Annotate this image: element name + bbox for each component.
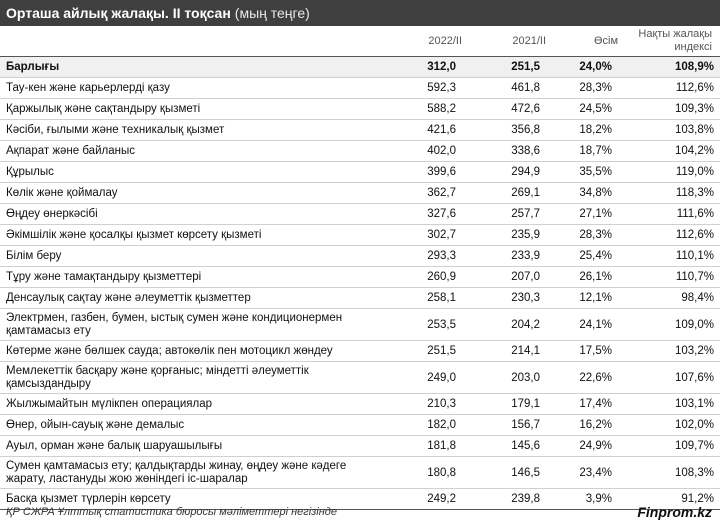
value-2022: 592,3 [380, 78, 462, 99]
wage-table [0, 56, 720, 510]
value-2021: 338,6 [462, 141, 546, 162]
row-label: Өнер, ойын-сауық және демалыс [0, 415, 380, 436]
real-wage-index-value: 103,1% [618, 394, 720, 415]
table-row [0, 141, 720, 162]
column-header-real-wage-index: Нақты жалақы индексі [638, 28, 712, 53]
row-label: Тұру және тамақтандыру қызметтері [0, 267, 380, 288]
real-wage-index-value: 104,2% [618, 141, 720, 162]
row-label: Тау-кен және карьерлерді қазу [0, 78, 380, 99]
value-2022: 253,5 [380, 309, 462, 341]
row-label: Ақпарат және байланыс [0, 141, 380, 162]
column-header-growth: Өсім [593, 34, 618, 47]
table-row [0, 436, 720, 457]
table-row [0, 204, 720, 225]
real-wage-index-value: 98,4% [618, 288, 720, 309]
column-header-2021: 2021/II [512, 34, 546, 47]
value-2021: 207,0 [462, 267, 546, 288]
table-row [0, 288, 720, 309]
value-2022: 180,8 [380, 457, 462, 489]
row-label: Жылжымайтын мүлікпен операциялар [0, 394, 380, 415]
row-label: Ауыл, орман және балық шаруашылығы [0, 436, 380, 457]
real-wage-index-value: 118,3% [618, 183, 720, 204]
value-2021: 145,6 [462, 436, 546, 457]
table-title: Орташа айлық жалақы. II тоқсан [6, 5, 231, 21]
real-wage-index-value: 103,2% [618, 341, 720, 362]
growth-value: 3,9% [546, 489, 618, 510]
growth-value: 24,1% [546, 309, 618, 341]
value-2022: 399,6 [380, 162, 462, 183]
real-wage-index-value: 112,6% [618, 78, 720, 99]
row-label: Өңдеу өнеркәсібі [0, 204, 380, 225]
table-row-total [0, 57, 720, 78]
table-row [0, 394, 720, 415]
growth-value: 25,4% [546, 246, 618, 267]
table-row [0, 457, 720, 489]
real-wage-index-value: 109,7% [618, 436, 720, 457]
value-2022: 302,7 [380, 225, 462, 246]
value-2021: 251,5 [462, 57, 546, 78]
table-row [0, 225, 720, 246]
source-note: ҚР СЖРА Ұлттық статистика бюросы мәліметтері негізінде [6, 506, 337, 518]
value-2022: 327,6 [380, 204, 462, 225]
row-label: Мемлекеттік басқару және қорғаныс; міндетті әлеуметтік қамсыздандыру [0, 362, 380, 394]
table-unit: (мың теңге) [234, 5, 310, 21]
row-label: Денсаулық сақтау және әлеуметтік қызметтер [0, 288, 380, 309]
value-2021: 156,7 [462, 415, 546, 436]
real-wage-index-value: 111,6% [618, 204, 720, 225]
row-label: Кәсіби, ғылыми және техникалық қызмет [0, 120, 380, 141]
value-2021: 146,5 [462, 457, 546, 489]
column-headers [0, 26, 720, 56]
value-2021: 235,9 [462, 225, 546, 246]
real-wage-index-value: 91,2% [618, 489, 720, 510]
value-2021: 230,3 [462, 288, 546, 309]
value-2021: 294,9 [462, 162, 546, 183]
growth-value: 24,5% [546, 99, 618, 120]
growth-value: 18,7% [546, 141, 618, 162]
row-label: Барлығы [0, 57, 380, 78]
table-row [0, 183, 720, 204]
value-2022: 312,0 [380, 57, 462, 78]
value-2021: 461,8 [462, 78, 546, 99]
row-label: Электрмен, газбен, бумен, ыстық сумен және кондиционермен қамтамасыз ету [0, 309, 380, 341]
row-label: Білім беру [0, 246, 380, 267]
row-label: Қаржылық және сақтандыру қызметі [0, 99, 380, 120]
table-row [0, 415, 720, 436]
growth-value: 28,3% [546, 78, 618, 99]
growth-value: 18,2% [546, 120, 618, 141]
value-2022: 249,2 [380, 489, 462, 510]
table-row [0, 99, 720, 120]
row-label: Көлік және қоймалау [0, 183, 380, 204]
value-2022: 421,6 [380, 120, 462, 141]
growth-value: 28,3% [546, 225, 618, 246]
real-wage-index-value: 107,6% [618, 362, 720, 394]
value-2022: 249,0 [380, 362, 462, 394]
value-2022: 293,3 [380, 246, 462, 267]
value-2022: 588,2 [380, 99, 462, 120]
growth-value: 12,1% [546, 288, 618, 309]
growth-value: 22,6% [546, 362, 618, 394]
real-wage-index-value: 108,3% [618, 457, 720, 489]
table-row [0, 267, 720, 288]
table-row [0, 162, 720, 183]
row-label: Әкімшілік және қосалқы қызмет көрсету қызметі [0, 225, 380, 246]
real-wage-index-value: 102,0% [618, 415, 720, 436]
value-2022: 181,8 [380, 436, 462, 457]
growth-value: 26,1% [546, 267, 618, 288]
table-row [0, 78, 720, 99]
table-row [0, 341, 720, 362]
value-2021: 269,1 [462, 183, 546, 204]
growth-value: 17,4% [546, 394, 618, 415]
value-2022: 402,0 [380, 141, 462, 162]
value-2022: 210,3 [380, 394, 462, 415]
row-label: Сумен қамтамасыз ету; қалдықтарды жинау, өңдеу және кәдеге жарату, ластануды жою жөніндегі іс-шаралар [0, 457, 380, 489]
real-wage-index-value: 103,8% [618, 120, 720, 141]
value-2022: 362,7 [380, 183, 462, 204]
value-2021: 214,1 [462, 341, 546, 362]
growth-value: 24,0% [546, 57, 618, 78]
value-2021: 356,8 [462, 120, 546, 141]
real-wage-index-value: 108,9% [618, 57, 720, 78]
value-2021: 204,2 [462, 309, 546, 341]
value-2021: 233,9 [462, 246, 546, 267]
value-2021: 239,8 [462, 489, 546, 510]
table-row [0, 246, 720, 267]
brand-logo[interactable]: Finprom.kz [637, 504, 712, 520]
value-2022: 251,5 [380, 341, 462, 362]
table-title-bar [0, 0, 720, 26]
column-header-2022: 2022/II [428, 34, 462, 47]
row-label: Көтерме және бөлшек сауда; автокөлік пен мотоцикл жөндеу [0, 341, 380, 362]
real-wage-index-value: 109,3% [618, 99, 720, 120]
value-2021: 203,0 [462, 362, 546, 394]
growth-value: 27,1% [546, 204, 618, 225]
footer [0, 502, 720, 522]
real-wage-index-value: 112,6% [618, 225, 720, 246]
row-label: Құрылыс [0, 162, 380, 183]
value-2021: 179,1 [462, 394, 546, 415]
real-wage-index-value: 119,0% [618, 162, 720, 183]
value-2022: 260,9 [380, 267, 462, 288]
growth-value: 23,4% [546, 457, 618, 489]
growth-value: 16,2% [546, 415, 618, 436]
real-wage-index-value: 110,1% [618, 246, 720, 267]
real-wage-index-value: 110,7% [618, 267, 720, 288]
row-label: Басқа қызмет түрлерін көрсету [0, 489, 380, 510]
growth-value: 17,5% [546, 341, 618, 362]
value-2022: 182,0 [380, 415, 462, 436]
table-row [0, 309, 720, 341]
value-2022: 258,1 [380, 288, 462, 309]
real-wage-index-value: 109,0% [618, 309, 720, 341]
value-2021: 472,6 [462, 99, 546, 120]
table-row [0, 120, 720, 141]
growth-value: 24,9% [546, 436, 618, 457]
table-row [0, 362, 720, 394]
growth-value: 34,8% [546, 183, 618, 204]
value-2021: 257,7 [462, 204, 546, 225]
growth-value: 35,5% [546, 162, 618, 183]
